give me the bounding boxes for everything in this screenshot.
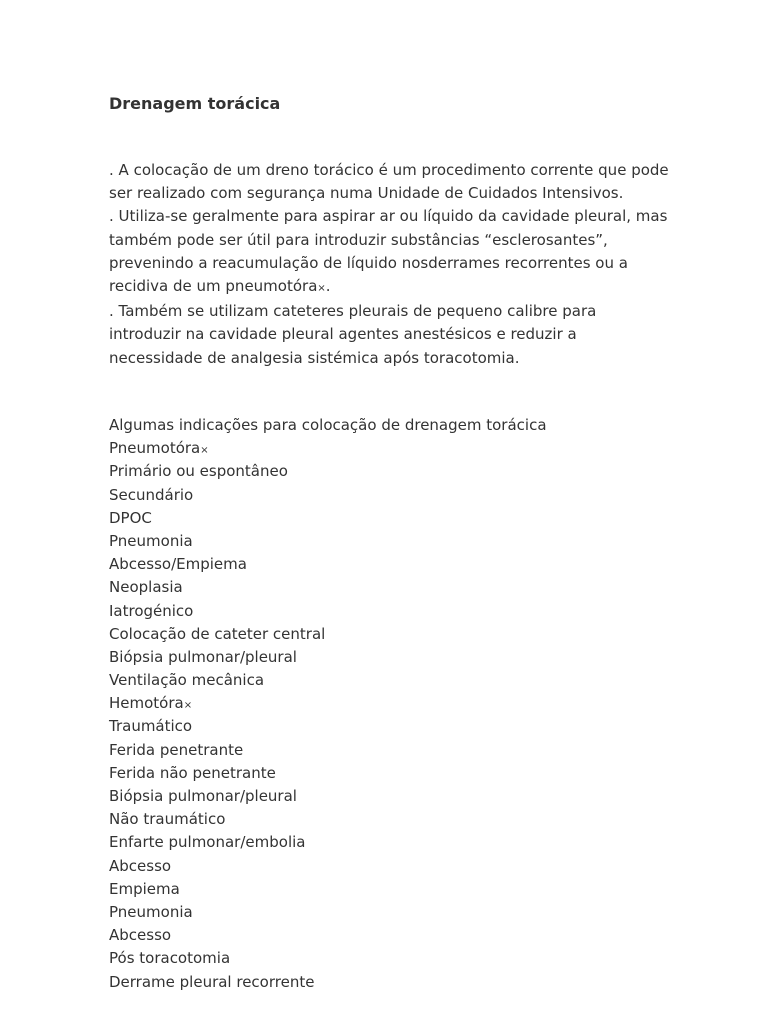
list-item: Biópsia pulmonar/pleural [109,787,297,806]
list-item: Pneumotóra× [109,439,209,458]
list-item: Pós toracotomia [109,949,231,968]
list-item: Abcesso [109,926,172,945]
paragraph: . Também se utilizam cateteres pleurais de pequeno calibre para introduzir na cavidade pleural agentes anestésicos e reduzir a necessidade de analgesia sistémica após toracotomia. [109,302,597,367]
list-item: Secundário [109,485,194,504]
intro-paragraphs [109,159,669,370]
list-item: Primário ou espontâneo [109,462,288,481]
list-item: Empiema [109,879,180,898]
indications-section [109,414,669,994]
list-item: DPOC [109,508,152,527]
document-title: Drenagem torácica [109,94,281,113]
list-item: Iatrogénico [109,601,194,620]
list-item: Abcesso [109,856,172,875]
list-item: Pneumonia [109,531,193,550]
list-item: Ventilação mecânica [109,671,265,690]
list-item: Não traumático [109,810,226,829]
indications-list [109,437,669,994]
list-item: Derrame pleural recorrente [109,972,315,991]
list-item: Traumático [109,717,193,736]
paragraph: . Utiliza-se geralmente para aspirar ar ou líquido da cavidade pleural, mas também pode ser útil para introduzir substâncias “esclerosantes”, prevenindo a reacumulação de líquido nosderrames recorrentes ou a recidiva de um pneumotóra×. [109,207,668,296]
paragraph: . A colocação de um dreno torácico é um procedimento corrente que pode ser realizado com segurança numa Unidade de Cuidados Intensivos. [109,161,669,203]
list-item: Ferida não penetrante [109,763,276,782]
list-item: Biópsia pulmonar/pleural [109,647,297,666]
list-item: Pneumonia [109,902,193,921]
list-item: Ferida penetrante [109,740,244,759]
list-item: Enfarte pulmonar/embolia [109,833,306,852]
list-item: Abcesso/Empiema [109,555,247,574]
list-item: Colocação de cateter central [109,624,326,643]
list-item: Neoplasia [109,578,183,597]
indications-heading: Algumas indicações para colocação de drenagem torácica [109,416,547,434]
list-item: Hemotóra× [109,694,193,713]
